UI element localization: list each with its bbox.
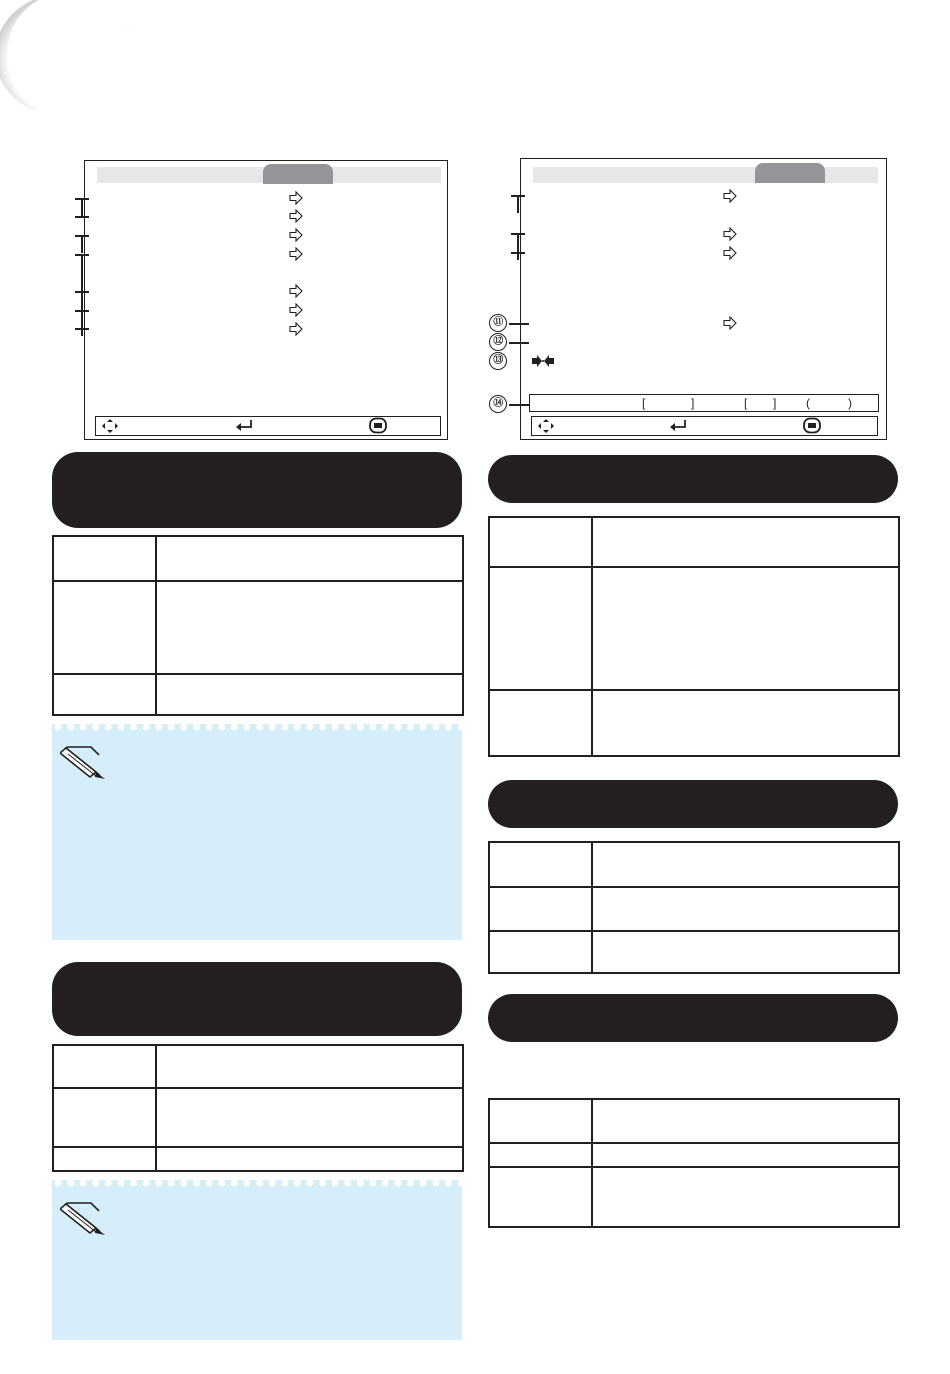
osd-footer-guide [531, 416, 878, 436]
osd-footer-guide [95, 416, 441, 436]
menu-bracket-line [81, 198, 83, 216]
table-row-divider [54, 1087, 462, 1089]
status-bracket: ] [773, 396, 777, 410]
osd-menu-right [493, 158, 887, 440]
menu-item-marker [75, 216, 89, 218]
menu-bracket-line [81, 291, 83, 310]
osd-active-tab[interactable] [263, 164, 333, 184]
menu-bracket-line [517, 195, 519, 213]
status-bracket: [ [642, 396, 646, 410]
enter-arrow-icon [668, 418, 688, 434]
osd-status-line [529, 394, 879, 412]
note-box [52, 1180, 462, 1340]
table-row-divider [490, 689, 898, 691]
pencil-note-icon [60, 742, 106, 780]
callout-11: ⑪ [489, 314, 507, 332]
inward-arrows-icon [531, 355, 555, 367]
table-column-divider [591, 1100, 593, 1226]
table-row-divider [490, 566, 898, 568]
section-title-bar [52, 962, 462, 1036]
submenu-arrow-icon[interactable] [289, 209, 303, 223]
submenu-arrow-icon[interactable] [289, 322, 303, 336]
submenu-arrow-icon[interactable] [723, 189, 737, 203]
pencil-note-icon [60, 1198, 106, 1236]
section-title-bar [488, 780, 898, 828]
section-title-bar [488, 455, 898, 503]
settings-table [52, 1044, 464, 1172]
note-box [52, 724, 462, 940]
osd-active-tab[interactable] [755, 163, 825, 183]
status-bracket: ) [848, 396, 852, 410]
table-column-divider [591, 518, 593, 755]
table-column-divider [155, 537, 157, 714]
settings-table [488, 841, 900, 974]
move-cross-icon [536, 418, 556, 434]
submenu-arrow-icon[interactable] [289, 284, 303, 298]
menu-button-icon [368, 417, 388, 434]
table-row-divider [54, 580, 462, 582]
table-row-divider [490, 930, 898, 932]
menu-bracket-line [81, 310, 83, 328]
enter-arrow-icon [234, 418, 254, 434]
table-row-divider [490, 1166, 898, 1168]
menu-bracket-line [517, 252, 519, 260]
osd-menu-left [84, 160, 448, 440]
callout-leader [509, 342, 529, 344]
callout-leader [509, 404, 529, 406]
settings-table [488, 516, 900, 757]
status-bracket: ] [691, 396, 695, 410]
note-perforation [52, 1180, 462, 1190]
table-row-divider [490, 1142, 898, 1144]
submenu-arrow-icon[interactable] [289, 228, 303, 242]
menu-bracket-line [517, 233, 519, 252]
menu-bracket-line [81, 254, 83, 291]
section-title-bar [488, 994, 898, 1042]
menu-button-icon [802, 417, 822, 434]
submenu-arrow-icon[interactable] [723, 246, 737, 260]
table-column-divider [591, 843, 593, 972]
table-column-divider [155, 1046, 157, 1170]
callout-leader [509, 323, 529, 325]
callout-13: ⑬ [489, 352, 507, 370]
corner-swoosh-icon [0, 0, 130, 110]
submenu-arrow-icon[interactable] [723, 316, 737, 330]
submenu-arrow-icon[interactable] [289, 247, 303, 261]
menu-bracket-line [81, 235, 83, 253]
callout-14: ⑭ [489, 395, 507, 413]
settings-table [488, 1098, 900, 1228]
callout-12: ⑫ [489, 333, 507, 351]
osd-tab-bar [533, 167, 878, 183]
note-perforation [52, 724, 462, 734]
section-title-bar [52, 452, 462, 528]
table-row-divider [490, 886, 898, 888]
table-row-divider [54, 673, 462, 675]
submenu-arrow-icon[interactable] [289, 303, 303, 317]
menu-bracket-line [81, 328, 83, 336]
move-cross-icon [100, 418, 120, 434]
submenu-arrow-icon[interactable] [723, 227, 737, 241]
status-bracket: [ [744, 396, 748, 410]
status-bracket: ( [806, 396, 810, 410]
submenu-arrow-icon[interactable] [289, 191, 303, 205]
table-row-divider [54, 1146, 462, 1148]
settings-table [52, 535, 464, 716]
